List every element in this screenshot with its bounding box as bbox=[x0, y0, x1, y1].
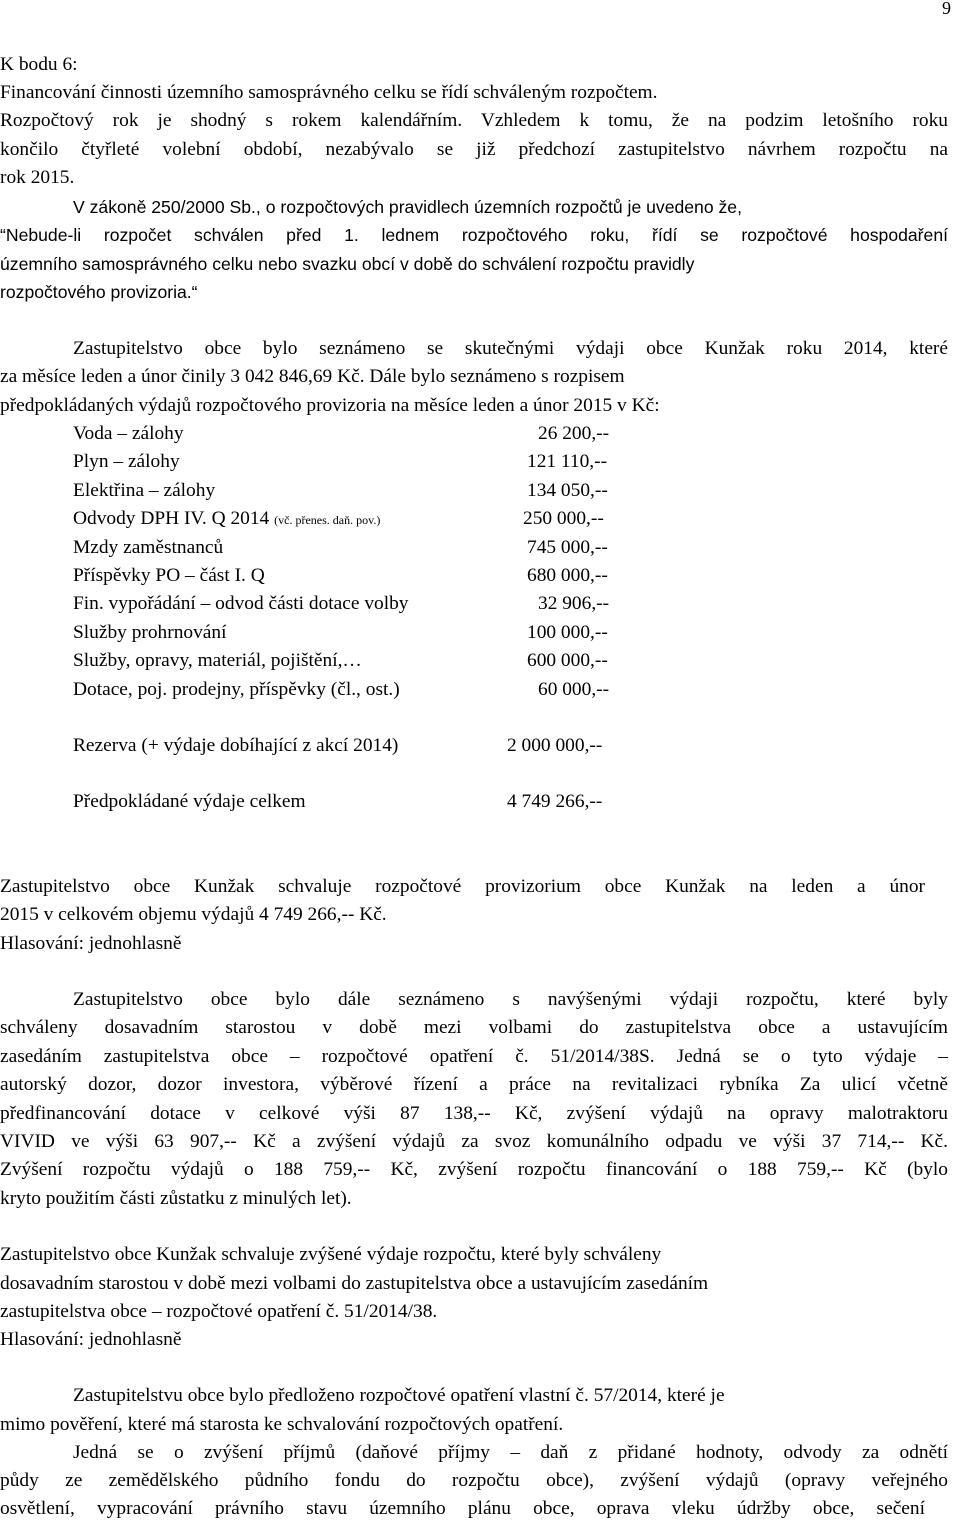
vote-result: Hlasování: jednohlasně bbox=[0, 933, 182, 954]
reserve-label: Rezerva (+ výdaje dobíhající z akcí 2014) bbox=[73, 735, 399, 756]
section-heading: K bodu 6: bbox=[0, 54, 78, 75]
total-amount: 4 749 266,-- bbox=[507, 791, 603, 812]
expense-amount: 32 906,-- bbox=[538, 593, 610, 614]
expense-amount: 26 200,-- bbox=[538, 423, 610, 444]
expense-label: Dotace, poj. prodejny, příspěvky (čl., ost.) bbox=[73, 679, 400, 700]
vote-result: Hlasování: jednohlasně bbox=[0, 1329, 182, 1350]
expense-label: Mzdy zaměstnanců bbox=[73, 537, 224, 558]
expense-note: (vč. přenes. daň. pov.) bbox=[274, 513, 381, 527]
increase-line: zasedáním zastupitelstva obce – rozpočtové opatření č. 51/2014/38S. Jedná se o tyto výdaje – bbox=[0, 1046, 948, 1067]
heading-line: Financování činnosti územního samosprávného celku se řídí schváleným rozpočtem. bbox=[0, 82, 658, 103]
measure-line: Jedná se o zvýšení příjmů (daňové příjmy – daň z přidané hodnoty, odvody za odnětí bbox=[73, 1442, 948, 1463]
resolution-line: dosavadním starostou v době mezi volbami do zastupitelstva obce a ustavujícím zasedáním bbox=[0, 1273, 709, 1294]
increase-line: schváleny dosavadním starostou v době mezi volbami do zastupitelstva obce a ustavujícím bbox=[0, 1017, 948, 1038]
measure-line: mimo pověření, které má starosta ke schvalování rozpočtových opatření. bbox=[0, 1414, 564, 1435]
expense-label: Služby, opravy, materiál, pojištění,… bbox=[73, 650, 362, 671]
measure-line: osvětlení, vypracování právního stavu územního plánu obce, oprava vleku údržby obce, sečení bbox=[0, 1498, 925, 1519]
resolution-line: 2015 v celkovém objemu výdajů 4 749 266,-- Kč. bbox=[0, 904, 387, 925]
expense-label: Voda – zálohy bbox=[73, 423, 184, 444]
increase-line: Zvýšení rozpočtu výdajů o 188 759,-- Kč, zvýšení rozpočtu financování o 188 759,-- Kč (bylo bbox=[0, 1159, 948, 1180]
increase-line: Zastupitelstvo obce bylo dále seznámeno s navýšenými výdaji rozpočtu, které byly bbox=[73, 989, 948, 1010]
law-line: územního samosprávného celku nebo svazku obcí v době do schválení rozpočtu pravidly bbox=[0, 254, 695, 274]
law-line: V zákoně 250/2000 Sb., o rozpočtových pravidlech územních rozpočtů je uvedeno že, bbox=[73, 197, 742, 217]
expense-label: Odvody DPH IV. Q 2014 bbox=[73, 508, 270, 529]
expense-amount: 60 000,-- bbox=[538, 679, 610, 700]
intro-line: končilo čtyřleté volební období, nezabývalo se již předchozí zastupitelstvo návrhem rozpočtu na bbox=[0, 139, 948, 160]
law-line: “Nebude-li rozpočet schválen před 1. lednem rozpočtového roku, řídí se rozpočtové hospodaření bbox=[0, 225, 948, 245]
expense-label: Služby prohrnování bbox=[73, 622, 227, 643]
expense-amount: 745 000,-- bbox=[527, 537, 608, 558]
intro-line: rok 2015. bbox=[0, 167, 75, 188]
expense-amount: 100 000,-- bbox=[527, 622, 608, 643]
measure-line: půdy ze zemědělského půdního fondu do rozpočtu obce), zvýšení výdajů (opravy veřejného bbox=[0, 1470, 948, 1491]
reserve-amount: 2 000 000,-- bbox=[507, 735, 603, 756]
expense-label: Příspěvky PO – část I. Q bbox=[73, 565, 265, 586]
expense-amount: 600 000,-- bbox=[527, 650, 608, 671]
council-line: za měsíce leden a únor činily 3 042 846,69 Kč. Dále bylo seznámeno s rozpisem bbox=[0, 366, 625, 387]
increase-line: VIVID ve výši 63 907,-- Kč a zvýšení výdajů za svoz komunálního odpadu ve výši 37 714,-- Kč. bbox=[0, 1131, 948, 1152]
intro-line: Rozpočtový rok je shodný s rokem kalendářním. Vzhledem k tomu, že na podzim letošního roku bbox=[0, 110, 948, 131]
resolution-line: Zastupitelstvo obce Kunžak schvaluje rozpočtové provizorium obce Kunžak na leden a únor bbox=[0, 876, 925, 897]
increase-line: autorský dozor, dozor investora, výběrové řízení a práce na revitalizaci rybníka Za ulicí včetně bbox=[0, 1074, 948, 1095]
expense-label: Fin. vypořádání – odvod části dotace volby bbox=[73, 593, 409, 614]
total-label: Předpokládané výdaje celkem bbox=[73, 791, 306, 812]
resolution-line: Zastupitelstvo obce Kunžak schvaluje zvýšené výdaje rozpočtu, které byly schváleny bbox=[0, 1244, 662, 1265]
expense-amount: 250 000,-- bbox=[523, 508, 604, 529]
council-line: předpokládaných výdajů rozpočtového provizoria na měsíce leden a únor 2015 v Kč: bbox=[0, 395, 660, 416]
expense-label: Plyn – zálohy bbox=[73, 451, 180, 472]
expense-row-dph bbox=[73, 505, 380, 534]
measure-line: Zastupitelstvu obce bylo předloženo rozpočtové opatření vlastní č. 57/2014, které je bbox=[73, 1385, 725, 1406]
increase-line: předfinancování dotace v celkové výši 87 138,-- Kč, zvýšení výdajů na opravy malotraktoru bbox=[0, 1103, 948, 1124]
expense-amount: 134 050,-- bbox=[527, 480, 608, 501]
council-line: Zastupitelstvo obce bylo seznámeno se skutečnými výdaji obce Kunžak roku 2014, které bbox=[73, 338, 948, 359]
expense-amount: 680 000,-- bbox=[527, 565, 608, 586]
expense-label: Elektřina – zálohy bbox=[73, 480, 216, 501]
expense-amount: 121 110,-- bbox=[527, 451, 608, 472]
page-number: 9 bbox=[942, 0, 951, 18]
increase-line: kryto použitím části zůstatku z minulých let). bbox=[0, 1188, 352, 1209]
resolution-line: zastupitelstva obce – rozpočtové opatření č. 51/2014/38. bbox=[0, 1301, 438, 1322]
law-line: rozpočtového provizoria.“ bbox=[0, 282, 198, 302]
